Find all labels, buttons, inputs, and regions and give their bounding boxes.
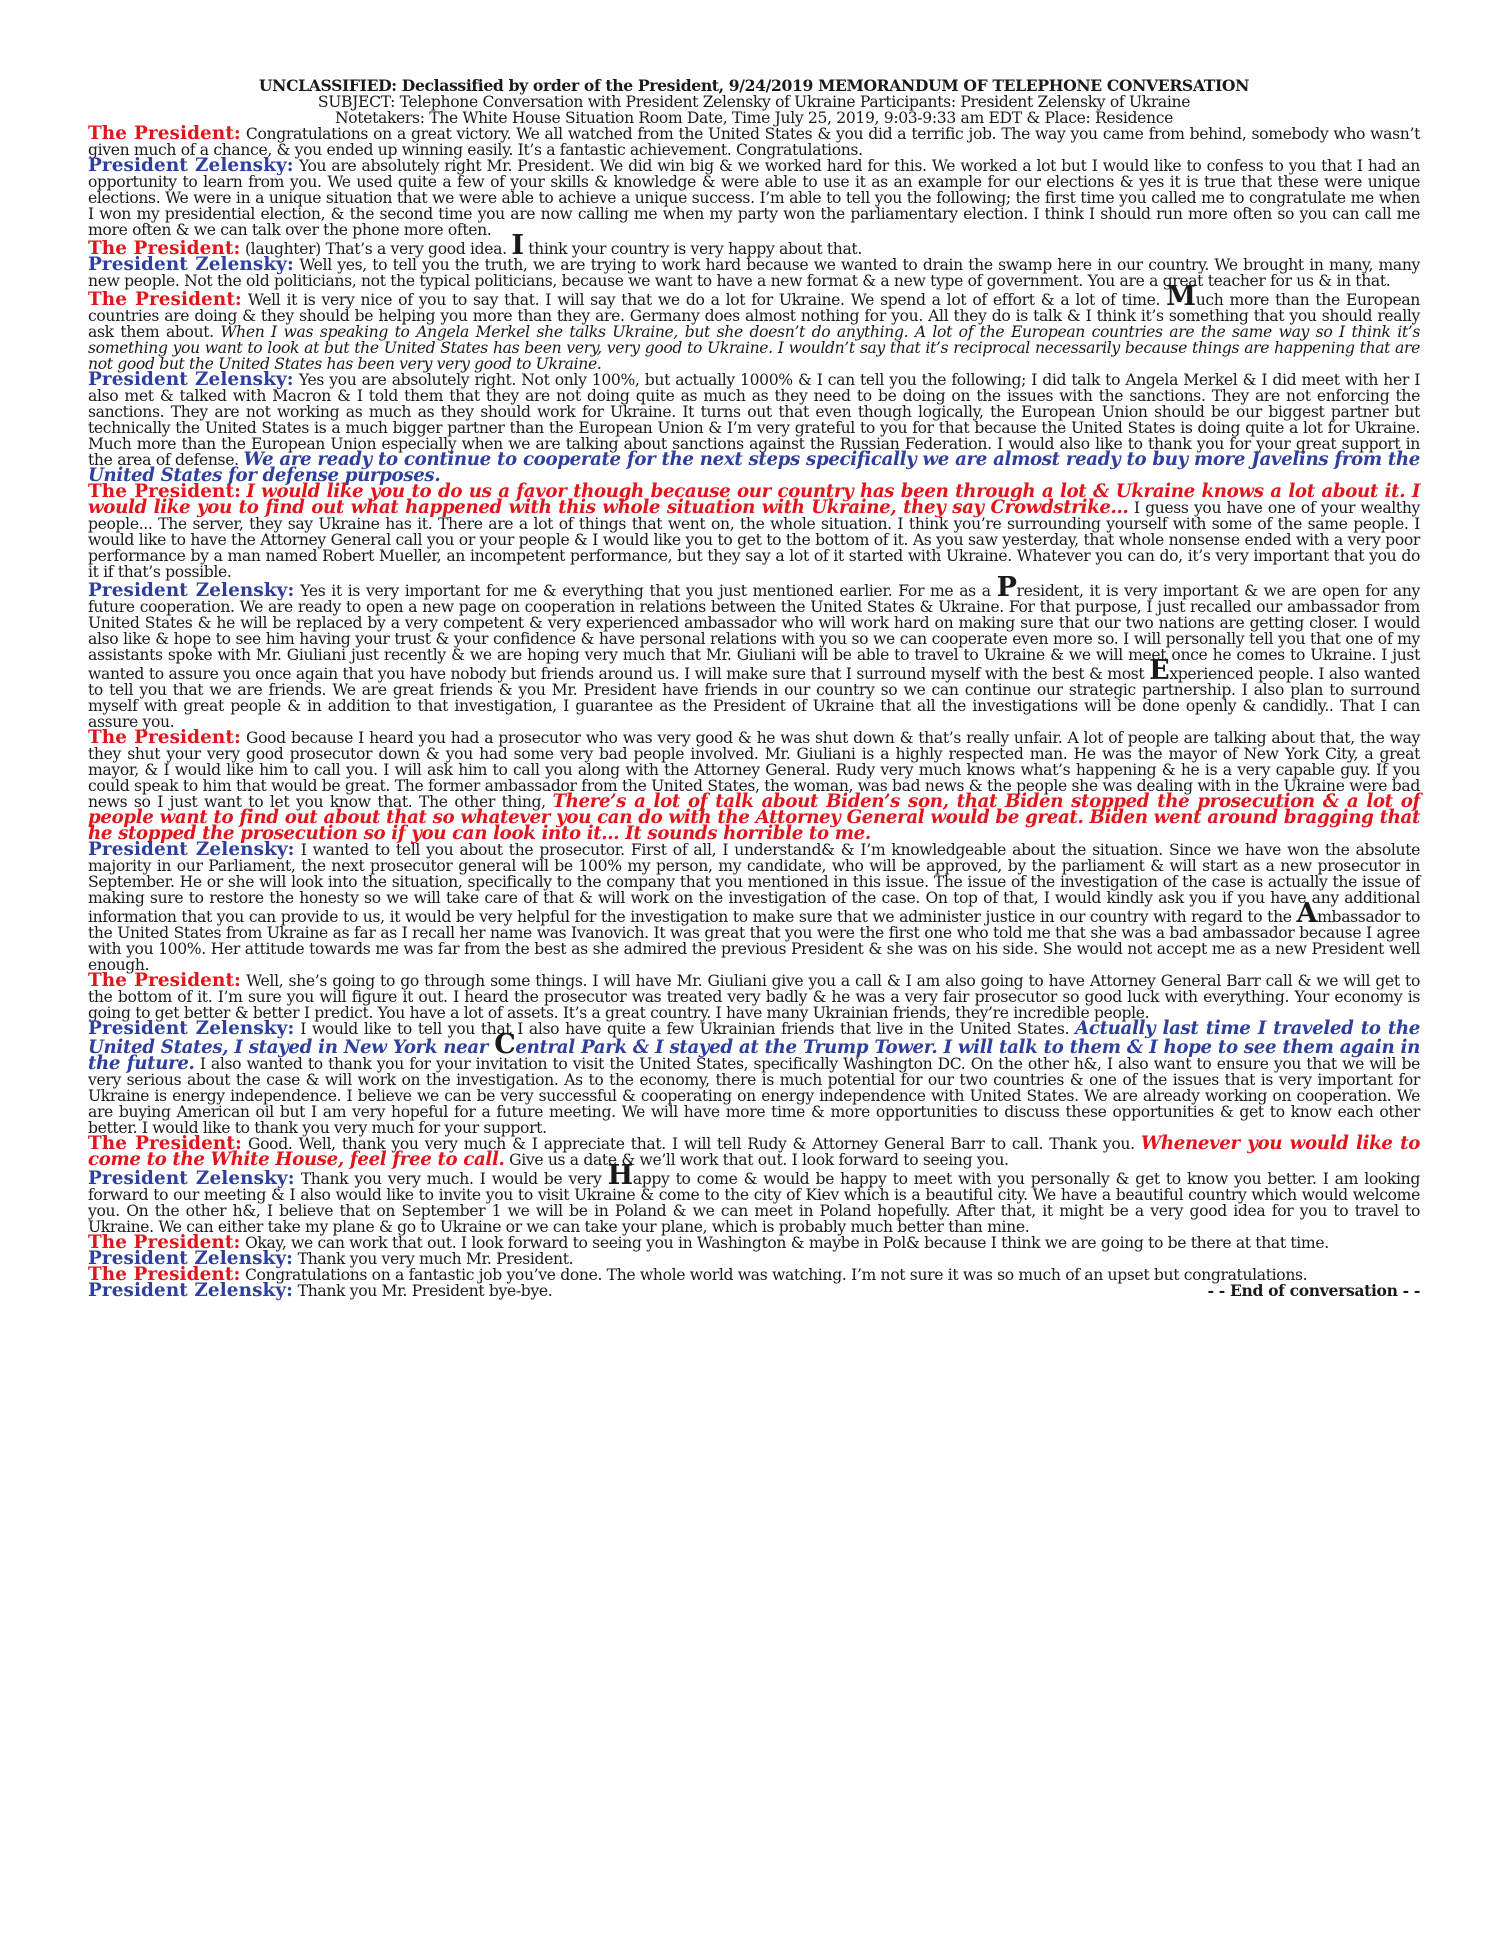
transcript-paragraph <box>88 572 1420 731</box>
statement-text: think your country is very happy about that. <box>523 240 862 258</box>
speaker-label-zelensky: President Zelensky: <box>88 155 294 176</box>
speaker-label-president: The President: <box>88 727 241 748</box>
subject-line: SUBJECT: Telephone Conversation with President Zelensky of Ukraine Participants: President Zelensky of Ukraine <box>317 93 1191 111</box>
statement-text: Thank you very much. I would be very <box>294 1170 608 1188</box>
speaker-label-president: The President: <box>88 123 241 144</box>
drop-capital-letter: H <box>607 1160 633 1191</box>
statement-text: I would like to tell you that I also have quite a few Ukrainian friends that live in the United States. <box>294 1020 1076 1038</box>
speaker-label-president: The President: <box>88 238 241 259</box>
speaker-label-zelensky: President Zelensky: <box>88 1168 295 1189</box>
statement-text: Good. Well, thank you very much & I appreciate that. I will tell Rudy & Attorney General Barr to call. Thank you. <box>241 1135 1141 1153</box>
speaker-label-zelensky: President Zelensky: <box>88 369 294 390</box>
speaker-label-president: The President: <box>88 1133 242 1154</box>
statement-text: Yes you are absolutely right. Not only 100%, but actually 1000% & I can tell you the following; I did talk to Angela Merkel & I did meet with her I also met & talked with Macron & I told them that they are not doing quite as much as they need to be doing on the issues with the sanctions. They are not enforcing the sanctions. They are not working as much as they should work for Ukraine. It turns out that even though logically, the European Union should be our biggest partner but technically the United States is a much bigger partner than the European Union & I’m very grateful to you for that because the United States is doing quite a lot for Ukraine. Much more than the European Union especially when we are talking about sanctions against the Russian Federation. I would also like to thank you for your great support in the area of defense. <box>88 371 1421 469</box>
drop-capital-letter: P <box>996 572 1017 603</box>
speaker-label-zelensky: President Zelensky: <box>88 1248 294 1269</box>
speaker-label-president: The President: <box>88 289 242 310</box>
speaker-label-president: The President: <box>88 1264 241 1285</box>
statement-text: Thank you Mr. President bye-bye. <box>293 1282 553 1300</box>
statement-text: xperienced people. I also wanted to tell you that we are friends. We are great friends & you Mr. President have friends in our country so we can continue our strategic partnership. I also plan to surround myself with great people & in addition to that investigation, I guarantee as the President of Ukraine that all the investigations will be done openly & candidly.. That I can assure you. <box>88 665 1420 731</box>
transcript-paragraph <box>88 281 1421 373</box>
statement-text: Congratulations on a great victory. We all watched from the United States & you did a terrific job. The way you came from behind, somebody who wasn’t given much of a chance, & you ended up winning easily. It’s a fantastic achievement. Congratulations. <box>88 125 1420 159</box>
highlighted-statement-text: We are ready to continue to cooperate for the next steps specifically we are almost ready to buy more Javelins from the United States for defense purposes. <box>88 449 1420 486</box>
statement-text: Good because I heard you had a prosecutor who was very good & he was shut down & that’s really unfair. A lot of people are talking about that, the way they shut your very good prosecutor down & you had some very bad people involved. Mr. Giuliani is a highly respected man. He was the mayor of New York City, a great mayor, & I would like him to call you. I will ask him to call you along with the Attorney General. Rudy very much knows what’s happening & he is a very capable guy. If you could speak to him that would be great. The former ambassador from the United States, the woman, was bad news & the people she was dealing with in the Ukraine were bad news so I just want to let you know that. The other thing, <box>88 729 1420 811</box>
transcript-paragraph <box>88 1248 1420 1269</box>
transcript-paragraph <box>88 1280 1420 1301</box>
declassification-header: UNCLASSIFIED: Declassified by order of the President, 9/24/2019 MEMORANDUM OF TELEPHONE CONVERSATION <box>258 76 1250 95</box>
statement-text: appy to come & would be happy to meet with you personally & get to know you better. I am looking forward to our meeting & I also would like to invite you to visit Ukraine & come to the city of Kiev which is a beautiful city. We have a beautiful country which would welcome you. On the other h&, I believe that on September 1 we will be in Poland & we can meet in Poland hopefully. After that, it might be a very good idea for you to travel to Ukraine. We can either take my plane & go to Ukraine or we can take your plane, which is probably much better than mine. <box>88 1170 1420 1236</box>
statement-text: Okay, we can work that out. I look forward to seeing you in Washington & maybe in Pol& because I think we are going to be there at that time. <box>240 1234 1329 1252</box>
transcript-paragraph <box>88 254 1421 290</box>
drop-capital-letter: C <box>494 1029 516 1060</box>
drop-capital-letter: A <box>1296 898 1318 929</box>
statement-text: resident, it is very important & we are open for any future cooperation. We are ready to open a new page on cooperation in relations between the United States & Ukraine. For that purpose, I just recalled our ambassador from United States & he will be replaced by a very competent & very experienced ambassador who will work hard on making sure that our two nations are getting closer. I would also like & hope to see him having your trust & your confidence & have personal relations with you so we can cooperate even more so. I will personally tell you that one of my assistants spoke with Mr. Giuliani just recently & we are hoping very much that Mr. Giuliani will be able to travel to Ukraine & we will meet once he comes to Ukraine. I just wanted to assure you once again that you have nobody but friends around us. I will make sure that I surround myself with the best & most <box>88 582 1420 683</box>
speaker-label-zelensky: President Zelensky: <box>88 1018 295 1039</box>
drop-capital-letter: E <box>1149 655 1170 686</box>
transcript-paragraph <box>88 123 1420 159</box>
speaker-label-zelensky: President Zelensky: <box>88 839 295 860</box>
statement-text: You are absolutely right Mr. President. We did win big & we worked hard for this. We worked a lot but I would like to confess to you that I had an opportunity to learn from you. We used quite a few of your skills & knowledge & were able to use it as an example for our elections & yes it is true that these were unique elections. We were in a unique situation that we were able to achieve a unique success. I’m able to tell you the following; the first time you called me to congratulate me when I won my presidential election, & the second time you are now calling me when my party won the parliamentary election. I think I should run more often so you can call me more often & we can talk over the phone more often. <box>88 157 1420 239</box>
transcript-paragraph <box>88 839 1420 974</box>
transcript-paragraph <box>88 155 1420 239</box>
statement-text: Give us a date & we’ll work that out. I look forward to seeing you. <box>504 1151 1009 1169</box>
statement-text: I also wanted to thank you for your invitation to visit the United States, specifically Washington DC. On the other h&, I also want to ensure you that we will be very serious about the case & will work on the investigation. As to the economy, there is much potential for our two countries & one of the issues that is very important for Ukraine is energy independence. I believe we can be very successful & cooperating on energy independence with United States. We are already working on cooperation. We are buying American oil but I am very hopeful for a future meeting. We will have more time & more opportunities to discuss these opportunities & get to know each other better. I would like to thank you very much for your support. <box>88 1055 1421 1137</box>
statement-text: Thank you very much Mr. President. <box>293 1250 574 1268</box>
statement-text: (laughter) That’s a very good idea. <box>240 240 512 258</box>
highlighted-statement-text: Actually last time I traveled to the United States, I stayed in New York near <box>88 1018 1420 1058</box>
speaker-label-zelensky: President Zelensky: <box>88 580 295 601</box>
highlighted-statement-text: entral Park & I stayed at the Trump Tower. I will talk to them & I hope to see them again in the future. <box>88 1037 1420 1074</box>
drop-capital-letter: M <box>1166 281 1196 312</box>
statement-text: Well, she’s going to go through some things. I will have Mr. Giuliani give you a call & I am also going to have Attorney General Barr call & we will get to the bottom of it. I’m sure you will figure it out. I heard the prosecutor was treated very badly & he was a very fair prosecutor so good luck with everything. Your economy is going to get better & better I predict. You have a lot of assets. It’s a great country. I have many Ukrainian friends, they’re incredible people. <box>88 972 1420 1022</box>
highlighted-statement-text: Whenever you would like to come to the White House, feel free to call. <box>88 1133 1420 1170</box>
memorandum-page <box>88 78 1420 1299</box>
statement-text: Congratulations on a fantastic job you’ve done. The whole world was watching. I’m not sure it was so much of an upset but congratulations. <box>240 1266 1308 1284</box>
speaker-label-zelensky: President Zelensky: <box>88 254 294 275</box>
transcript-paragraph <box>88 481 1420 581</box>
highlighted-statement-text: There’s a lot of talk about Biden’s son, that Biden stopped the prosecution & a lot of people want to find out about that so whatever you can do with the Attorney General would be great. Biden went around bragging that he stopped the prosecution so if you can look into it... It sounds horrible to me. <box>88 791 1420 844</box>
speaker-label-president: The President: <box>88 970 241 991</box>
highlighted-statement-text: I would like you to do us a favor though because our country has been through a lot & Ukraine knows a lot about it. I would like you to find out what happened with this whole situation with Ukraine, they say Crowdstrike... <box>88 481 1420 518</box>
statement-text: mbassador to the United States from Ukraine as far as I recall her name was Ivanovich. It was great that you were the first one who told me that she was a bad ambassador because I agree with you 100%. Her attitude towards me was far from the best as she admired the previous President & she was on his side. She would not accept me as a new President well enough. <box>88 908 1420 974</box>
transcript-paragraph <box>88 369 1421 486</box>
transcript-paragraph <box>88 1133 1420 1170</box>
statement-text: I guess you have one of your wealthy people... The server, they say Ukraine has it. There are a lot of things that went on, the whole situation. I think you’re surrounding yourself with some of the same people. I would like to have the Attorney General call you or your people & I would like you to get to the bottom of it. As you saw yesterday, that whole nonsense ended with a very poor performance by a man named Robert Mueller, an incompetent performance, but they say a lot of it started with Ukraine. Whatever you can do, it’s very important that you do it if that’s possible. <box>88 499 1420 581</box>
speaker-label-president: The President: <box>88 1232 241 1253</box>
transcript <box>88 123 1421 1301</box>
statement-text: Well yes, to tell you the truth, we are trying to work hard because we wanted to drain the swamp here in our country. We brought in many, many new people. Not the old politicians, not the typical politicians, because we want to have a new format & a new type of government. You are a great teacher for us & in that. <box>88 256 1421 290</box>
end-of-conversation-marker: - - End of conversation - - <box>1207 1281 1420 1300</box>
transcript-paragraph <box>88 970 1420 1022</box>
drop-capital-letter: I <box>511 230 524 261</box>
transcript-paragraph <box>88 727 1420 844</box>
statement-text: Well it is very nice of you to say that. I will say that we do a lot for Ukraine. We spend a lot of effort & a lot of time. <box>241 291 1167 309</box>
italic-statement-text: When I was speaking to Angela Merkel she talks Ukraine, but she doesn’t do anything. A lot of the European countries are the same way so I think it’s something you want to look at but the United States has been very, very good to Ukraine. I wouldn’t say that it’s reciprocal necessarily because things are happening that are not good but the United States has been very very good to Ukraine. <box>88 323 1421 373</box>
statement-text: Yes it is very important for me & everything that you just mentioned earlier. For me as a <box>294 582 997 600</box>
statement-text: I wanted to tell you about the prosecutor. First of all, I understand& & I’m knowledgeable about the situation. Since we have won the absolute majority in our Parliament, the next prosecutor general will be 100% my person, my candidate, who will be approved, by the parliament & will start as a new prosecutor in September. He or she will look into the situation, specifically to the company that you mentioned in this issue. The issue of the investigation of the case is actually the issue of making sure to restore the honesty so we will take care of that & will work on the investigation of the case. On top of that, I would kindly ask you if you have any additional information that you can provide to us, it would be very helpful for the investigation to make sure that we administer justice in our country with regard to the <box>88 841 1420 926</box>
statement-text: uch more than the European countries are doing & they should be helping you more than they are. Germany does almost nothing for you. All they do is talk & I think it’s something that you should really ask them about. <box>88 291 1420 341</box>
speaker-label-zelensky: President Zelensky: <box>88 1280 294 1301</box>
transcript-paragraph <box>88 1018 1421 1137</box>
speaker-label-president: The President: <box>88 481 242 502</box>
notetakers-line: Notetakers: The White House Situation Room Date, Time July 25, 2019, 9:03-9:33 am EDT & Place: Residence <box>334 109 1174 127</box>
